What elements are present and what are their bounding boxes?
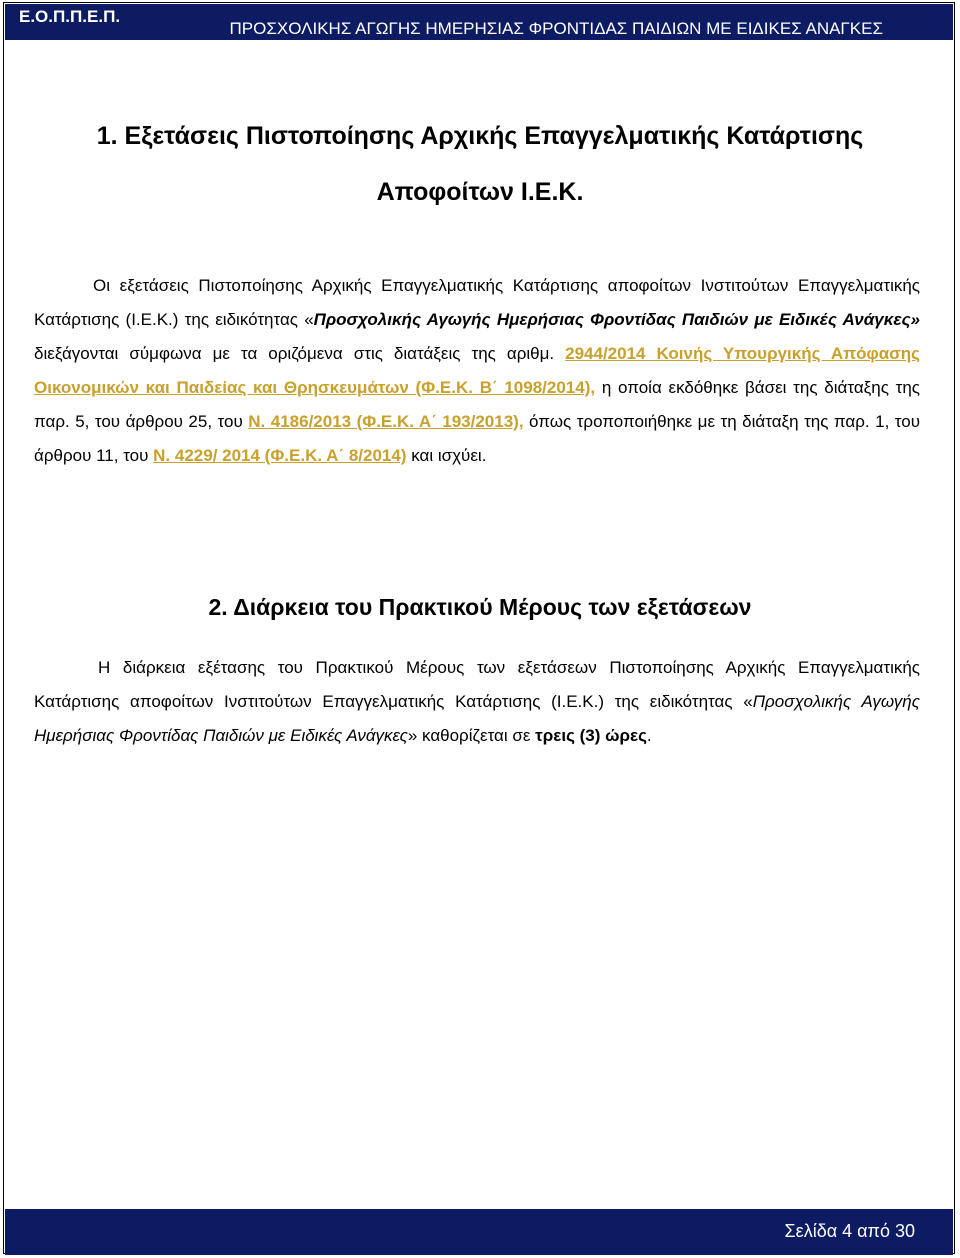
text-run: όπως τροποποιήθηκε με τη διάταξη της παρ. 1, του άρθρου 11, του (34, 412, 921, 465)
section-1-title-line2: Αποφοίτων Ι.Ε.Κ. (376, 178, 584, 206)
section-1-title-line1: 1. Εξετάσεις Πιστοποίησης Αρχικής Επαγγελματικής Κατάρτισης (96, 122, 864, 150)
law-link-joint-decision[interactable]: 2944/2014 Κοινής Υπουργικής Απόφασης Οικονομικών και Παιδείας και Θρησκευμάτων (Φ.Ε.Κ. Β΄ 1098/2014), (34, 344, 920, 397)
page-header (5, 4, 953, 40)
header-org-code: Ε.Ο.Π.Π.Ε.Π. (19, 7, 121, 26)
law-link-4186[interactable]: Ν. 4186/2013 (Φ.Ε.Κ. Α΄ 193/2013), (248, 412, 524, 431)
specialty-name: Προσχολικής Αγωγής Ημερήσιας Φροντίδας Παιδιών με Ειδικές Ανάγκες» (313, 310, 920, 329)
page-number: Σελίδα 4 από 30 (784, 1221, 915, 1241)
section-1-heading (40, 108, 920, 220)
section-2-paragraph (34, 651, 920, 753)
text-run: . (646, 726, 652, 745)
text-run: διεξάγονται σύμφωνα με τα οριζόμενα στις διατάξεις της αριθμ. (34, 344, 566, 363)
text-run: Η διάρκεια εξέτασης του Πρακτικού Μέρους των εξετάσεων Πιστοποίησης Αρχικής Επαγγελματικής Κατάρτισης αποφοίτων Ινστιτούτων Επαγγελματικής Κατάρτισης (Ι.Ε.Κ.) της ειδικότητας « (34, 658, 920, 711)
duration-value: τρεις (3) ώρες (535, 726, 647, 745)
section-1-paragraph (34, 269, 920, 473)
text-run: και ισχύει. (406, 446, 487, 465)
section-2-heading: 2. Διάρκεια του Πρακτικού Μέρους των εξετάσεων (208, 594, 752, 620)
text-run: Οι εξετάσεις Πιστοποίησης Αρχικής Επαγγελματικής Κατάρτισης αποφοίτων Ινστιτούτων Επαγγελματικής Κατάρτισης (Ι.Ε.Κ.) της ειδικότητας « (34, 276, 920, 329)
specialty-name: Προσχολικής Αγωγής Ημερήσιας Φροντίδας Παιδιών με Ειδικές Ανάγκες (34, 692, 920, 745)
text-run: » καθορίζεται σε (407, 726, 536, 745)
header-specialty-title: ΠΡΟΣΧΟΛΙΚΗΣ ΑΓΩΓΗΣ ΗΜΕΡΗΣΙΑΣ ΦΡΟΝΤΙΔΑΣ ΠΑΙΔΙΩΝ ΜΕ ΕΙΔΙΚΕΣ ΑΝΑΓΚΕΣ (229, 19, 883, 38)
law-link-4229[interactable]: Ν. 4229/ 2014 (Φ.Ε.Κ. Α΄ 8/2014) (153, 446, 407, 465)
page-footer (5, 1209, 953, 1255)
text-run: η οποία εκδόθηκε βάσει της διάταξης της παρ. 5, του άρθρου 25, του (34, 378, 920, 431)
